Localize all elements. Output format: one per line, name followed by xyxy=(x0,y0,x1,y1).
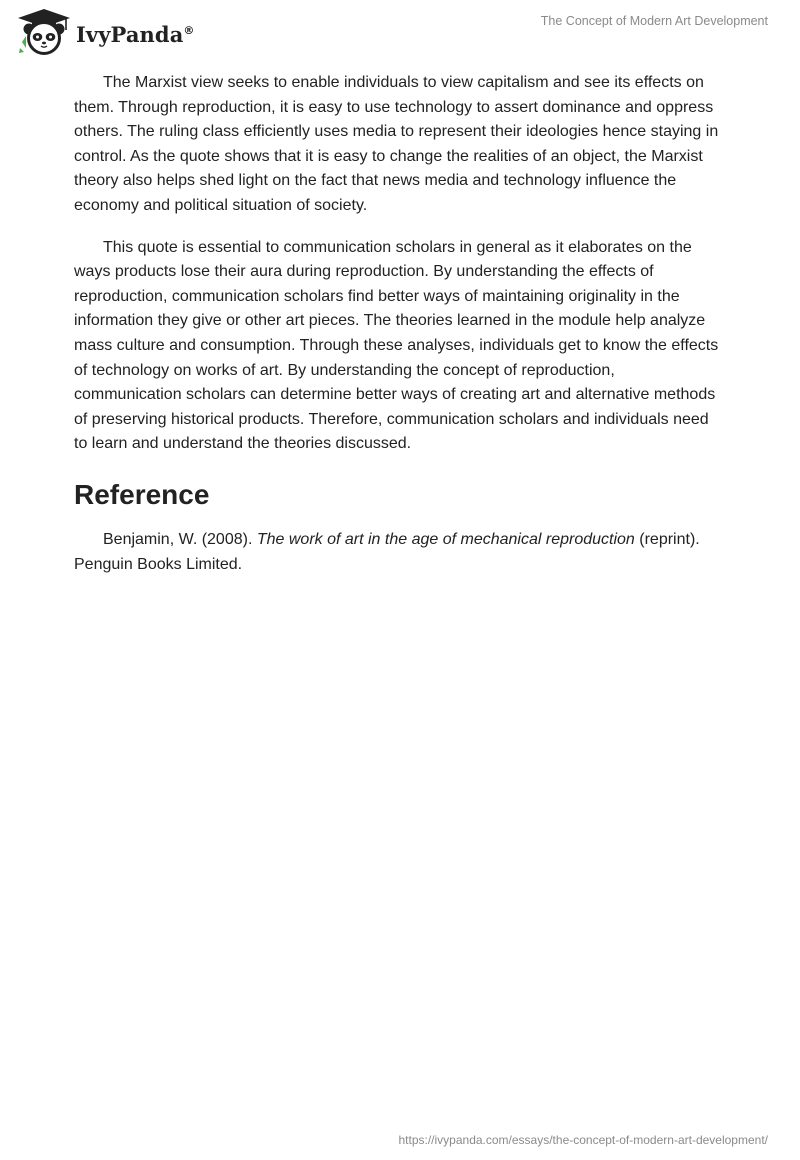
reference-title: The work of art in the age of mechanical reproduction xyxy=(256,530,635,548)
panda-graduate-icon xyxy=(14,8,74,56)
body-paragraph: This quote is essential to communication scholars in general as it elaborates on the ways products lose their aura during reproduction. By understanding the effects of reproduction, communication scholars find better ways of maintaining originality in the information they give or other art pieces. The theories learned in the module help analyze mass culture and consumption. Through these analyses, individuals get to know the effects of technology on works of art. By understanding the concept of reproduction, communication scholars can determine better ways of creating art and alternative methods of preserving historical products. Therefore, communication scholars and individuals need to learn and understand the theories discussed. xyxy=(74,238,719,453)
registered-mark: ® xyxy=(183,23,195,37)
page-header xyxy=(0,0,800,64)
body-paragraph: The Marxist view seeks to enable individuals to view capitalism and see its effects on them. Through reproduction, it is easy to use technology to assert dominance and oppress others. The ruling class efficiently uses media to represent their ideologies hence staying in control. As the quote shows that it is easy to change the realities of an object, the Marxist theory also helps shed light on the fact that news media and technology influence the economy and political situation of society. xyxy=(74,74,719,214)
ivypanda-logo[interactable] xyxy=(14,8,195,56)
logo-wordmark: IvyPanda® xyxy=(76,21,195,47)
document-title: The Concept of Modern Art Development xyxy=(540,14,768,28)
essay-content xyxy=(74,71,724,577)
reference-author-date: Benjamin, W. (2008). xyxy=(103,530,257,548)
source-url[interactable]: https://ivypanda.com/essays/the-concept-of-modern-art-development/ xyxy=(398,1133,768,1147)
reference-publisher: (reprint). Penguin Books Limited. xyxy=(74,530,700,573)
reference-heading: Reference xyxy=(74,478,210,510)
reference-entry xyxy=(74,527,724,577)
